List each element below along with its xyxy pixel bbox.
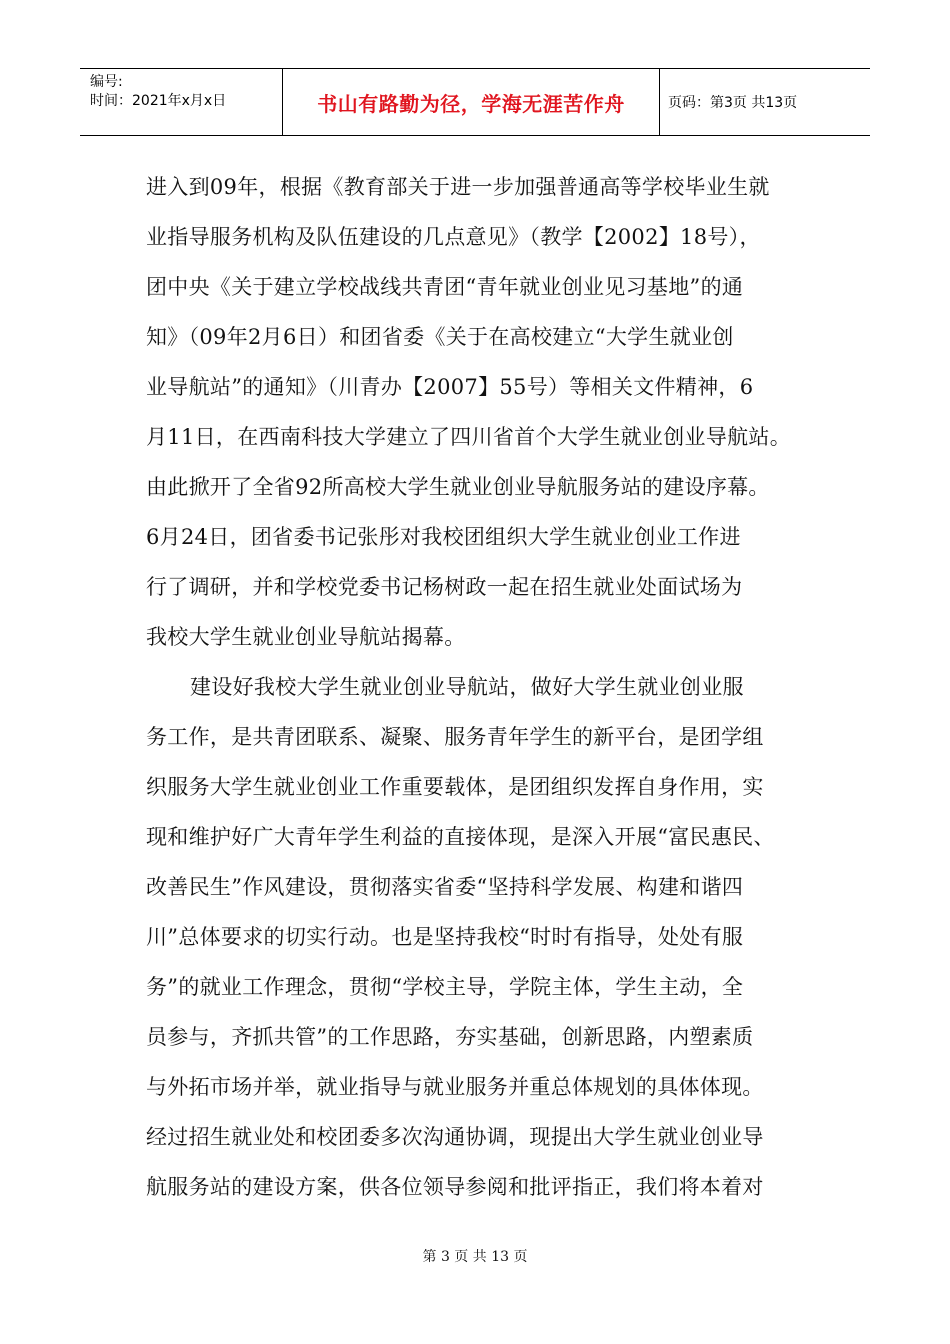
document-body [146, 162, 816, 1212]
body-line: 员参与，齐抓共管”的工作思路，夯实基础，创新思路，内塑素质 [146, 1025, 754, 1049]
page-footer: 第 3 页 共 13 页 [422, 1249, 528, 1265]
body-line: 现和维护好广大青年学生利益的直接体现，是深入开展“富民惠民、 [146, 825, 775, 849]
body-line: 我校大学生就业创业导航站揭幕。 [146, 625, 466, 649]
body-line: 行了调研，并和学校党委书记杨树政一起在招生就业处面试场为 [146, 575, 743, 599]
header-motto: 书山有路勤为径，学海无涯苦作舟 [283, 69, 660, 135]
body-line: 航服务站的建设方案，供各位领导参阅和批评指正，我们将本着对 [146, 1175, 764, 1199]
body-line: 知》（09年2月6日）和团省委《关于在高校建立“大学生就业创 [146, 325, 734, 349]
body-line: 务”的就业工作理念，贯彻“学校主导，学院主体，学生主动，全 [146, 975, 744, 999]
body-line: 与外拓市场并举，就业指导与就业服务并重总体规划的具体体现。 [146, 1075, 764, 1099]
document-header [80, 68, 870, 136]
body-line: 进入到09年，根据《教育部关于进一步加强普通高等学校毕业生就 [146, 175, 770, 199]
paragraph-start-line: 建设好我校大学生就业创业导航站，做好大学生就业创业服 [190, 675, 744, 699]
header-meta-cell [80, 69, 283, 135]
body-line: 织服务大学生就业创业工作重要载体，是团组织发挥自身作用，实 [146, 775, 764, 799]
body-line: 月11日，在西南科技大学建立了四川省首个大学生就业创业导航站。 [146, 425, 792, 449]
body-line: 6月24日，团省委书记张彤对我校团组织大学生就业创业工作进 [146, 525, 741, 549]
document-time-label: 时间：2021年x月x日 [90, 93, 227, 109]
body-line: 业导航站”的通知》（川青办【2007】55号）等相关文件精神，6 [146, 375, 754, 399]
body-line: 经过招生就业处和校团委多次沟通协调，现提出大学生就业创业导 [146, 1125, 764, 1149]
body-line: 业指导服务机构及队伍建设的几点意见》（教学【2002】18号）， [146, 225, 761, 249]
header-page-info: 页码：第3页 共13页 [668, 95, 798, 111]
body-line: 务工作，是共青团联系、凝聚、服务青年学生的新平台，是团学组 [146, 725, 764, 749]
document-number-label: 编号: [90, 74, 123, 90]
body-line: 由此掀开了全省92所高校大学生就业创业导航服务站的建设序幕。 [146, 475, 770, 499]
body-line: 川”总体要求的切实行动。也是坚持我校“时时有指导，处处有服 [146, 925, 744, 949]
body-line: 改善民生”作风建设，贯彻落实省委“坚持科学发展、构建和谐四 [146, 875, 744, 899]
body-line: 团中央《关于建立学校战线共青团“青年就业创业见习基地”的通 [146, 275, 744, 299]
